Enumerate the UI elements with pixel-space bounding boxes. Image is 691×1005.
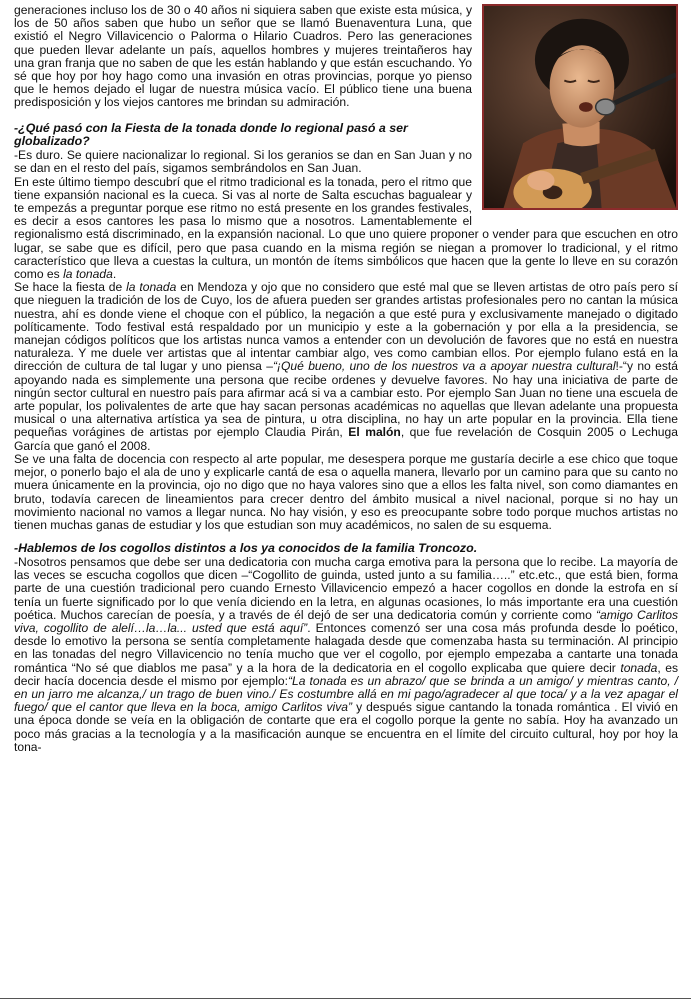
strong-el-malon: El malón <box>348 425 401 440</box>
bottom-rule <box>0 998 691 999</box>
em-quote-cultura: “¡Qué bueno, uno de los nuestros va a apoyar nuestra cultural <box>272 359 616 374</box>
singer-photo-image <box>484 6 676 208</box>
em-la-tonada-2: la tonada <box>126 280 177 295</box>
singer-photo <box>482 4 678 210</box>
question-fiesta-tonada: -¿Qué pasó con la Fiesta de la tonada donde lo regional pasó a ser globalizado? <box>14 120 408 149</box>
article-page <box>14 4 678 754</box>
em-amigo-carlitos: “amigo Carlitos viva, cogollito de alelí…la…la... usted que está aquí” <box>14 607 678 635</box>
answer-1-paragraph-2: En este último tiempo descubrí que el ritmo tradicional es la tonada, pero el ritmo que tiene expansión nacional es la cueca. Si vas al norte de Salta escuchas bagualear y te empezás a preguntar porque ese ritmo no está presente en los grandes festivales, es decir a esos cantores les pasa lo mismo que a nosotros. Lamentablemente el regionalismo está discriminado, en la expansión nacional. Lo que uno quiere proponer o vender para que escuchen en otro lugar, se sabe que es difícil, pero que pasa cuando en la misma región se niegan a promover lo tradicional, y el ritmo característico que lleva a cuestas la cultura, un montón de ítems simbólicos que hacen que la gente lo lleve en su corazón como es la tonada. <box>14 174 678 282</box>
em-la-tonada: la tonada <box>63 267 113 282</box>
answer-2-paragraph: -Nosotros pensamos que debe ser una dedicatoria con mucha carga emotiva para la persona que lo recibe. La mayoría de las veces se escucha cogollos que dicen –“Cogollito de guinda, usted junto a su familia…..” etc.etc., que está bien, forma parte de una cuestión tradicional pero cuando Ernesto Villavicencio empezó a hacer cogollos en donde la estrofa en sí tenía un fuerte significado por lo que venía diciendo en la letra, en algunas ocasiones, lo más importante era una cuestión poética. Muchos carecían de poesía, y a través de él dejó de ser una dedicatoria común y corriente como “amigo Carlitos viva, cogollito de alelí…la…la... usted que está aquí”. Entonces comenzó ser una cosa más profunda desde lo poético, desde lo emotivo la persona se sentía completamente halagada desde que comenzaba hasta su terminación. Al principio en las tonadas del negro Villavicencio no tenía mucho que ver el cogollo, por ejemplo empezaba a cantarte una tonada romántica “No sé que diablos me pasa” y a la hora de la dedicatoria en el cogollo explicaba que quiere decir tonada, es decir hacía docencia desde el mismo por ejemplo:“La tonada es un abrazo/ que se brinda a un amigo/ y mientras canto, / en un jarro me alcanza,/ un trago de buen vino./ Es costumbre allá en mi pago/agradecer al que toca/ y a la vez apagar el fuego/ que el cantor que lleva en la boca, amigo Carlitos viva” y después sigue cantando la tonada romántica . El vivió en una época donde se veía en la obligación de contarte que era el cogollo porque la gente no sabía. Hoy ha avanzado un poco más gracias a la tecnología y a la masificación aunque se encuentra en el límite del circuito cultural, hoy por hoy la tona- <box>14 554 678 754</box>
question-cogollos: -Hablemos de los cogollos distintos a los ya conocidos de la familia Troncozo. <box>14 541 478 556</box>
em-cogollo-verse: “La tonada es un abrazo/ que se brinda a un amigo/ y mientras canto, / en un jarro me alcanza,/ un trago de buen vino./ Es costumbre allá en mi pago/agradecer al que toca/ y a la vez apagar el fuego/ que el cantor que lleva en la boca, amigo Carlitos viva” <box>14 673 678 715</box>
answer-1-paragraph-1: -Es duro. Se quiere nacionalizar lo regional. Si los geranios se dan en San Juan y no se dan en el resto del país, sigamos sembrándolos en San Juan. <box>14 148 472 176</box>
intro-paragraph: generaciones incluso los de 30 o 40 años ni siquiera saben que existe esta música, y los de 50 años saben que hubo un señor que se llamó Buenaventura Luna, que existió el Negro Villavicencio o Palorma o Hilario Cuadros. Pero las generaciones que pueden llevar adelante un país, aquellos hombres y mujeres treintañeros hay una gran franja que no saben de que les están hablando y que están escuchando. Yo sé que hoy por hoy hago como una invasión en otras provincias, porque yo pienso que le hemos dejado el lugar de nuestra música vacío. El público tiene una buena predisposición y los viejos cantores me brindan su admiración. <box>14 3 472 110</box>
answer-1-paragraph-3: Se hace la fiesta de la tonada en Mendoza y ojo que no considero que esté mal que se lleven artistas de otro país pero sí que nieguen la tradición de los de Cuyo, los de afuera pueden ser grandes artistas profesionales pero no cantan la música nuestra, ahí es donde viene el choque con el público, la negación a que esté pura y exclusivamente manejado o digitado políticamente. Todo festival está respaldado por un municipio y este a la gobernación y por ella a la presidencia, se manejan códigos políticos que los artistas nunca vamos a entender con un devolución de favores que no está en nuestra naturaleza. Y me duele ver artistas que al intentar cambiar algo, ves como cambian ellos. Por ejemplo fulano está en la dirección de cultura de tal lugar y uno piensa –“¡Qué bueno, uno de los nuestros va a apoyar nuestra cultural!-“y no está apoyando nada es simplemente una persona que recibe ordenes y devuelve favores. No hay una iniciativa de parte de ningún sector cultural en nuestro país para afirmar acá si va a cambiar esto. Por ejemplo San Juan no tiene una escuela de arte popular, los polivalentes de arte que hay sacan personas académicas no aquellas que llevan adelante una propuesta musical o una alternativa artística ya sea de pintura, u otra disciplina, no hay un arte popular en la provincia. Ella tiene pequeñas vorágines de artistas por ejemplo Claudia Pirán, El malón, que fue revelación de Cosquin 2005 o Lechuga García que ganó el 2008. <box>14 280 678 453</box>
em-tonada: tonada <box>620 660 658 675</box>
answer-1-paragraph-4: Se ve una falta de docencia con respecto al arte popular, me desespera porque me gustaría decirle a ese chico que toque mejor, o ponerlo bajo el ala de uno y explicarle cantá de esa o aquella manera, llevarlo por un camino para que su canto no muera únicamente en la provincia, ojo no digo que no haya valores sino que a ellos les falta nivel, son como diamantes en bruto, todavía carecen de lineamientos para crecer dentro del ámbito musical a nivel nacional, porque si no hay un movimiento nacional no vamos a llegar nunca. No hay visión, y eso es preocupante sobre todo porque muchos artistas no tienen muchas ganas de estudiar y los que estudian son muy académicos, no salen de su esquema. <box>14 451 678 532</box>
